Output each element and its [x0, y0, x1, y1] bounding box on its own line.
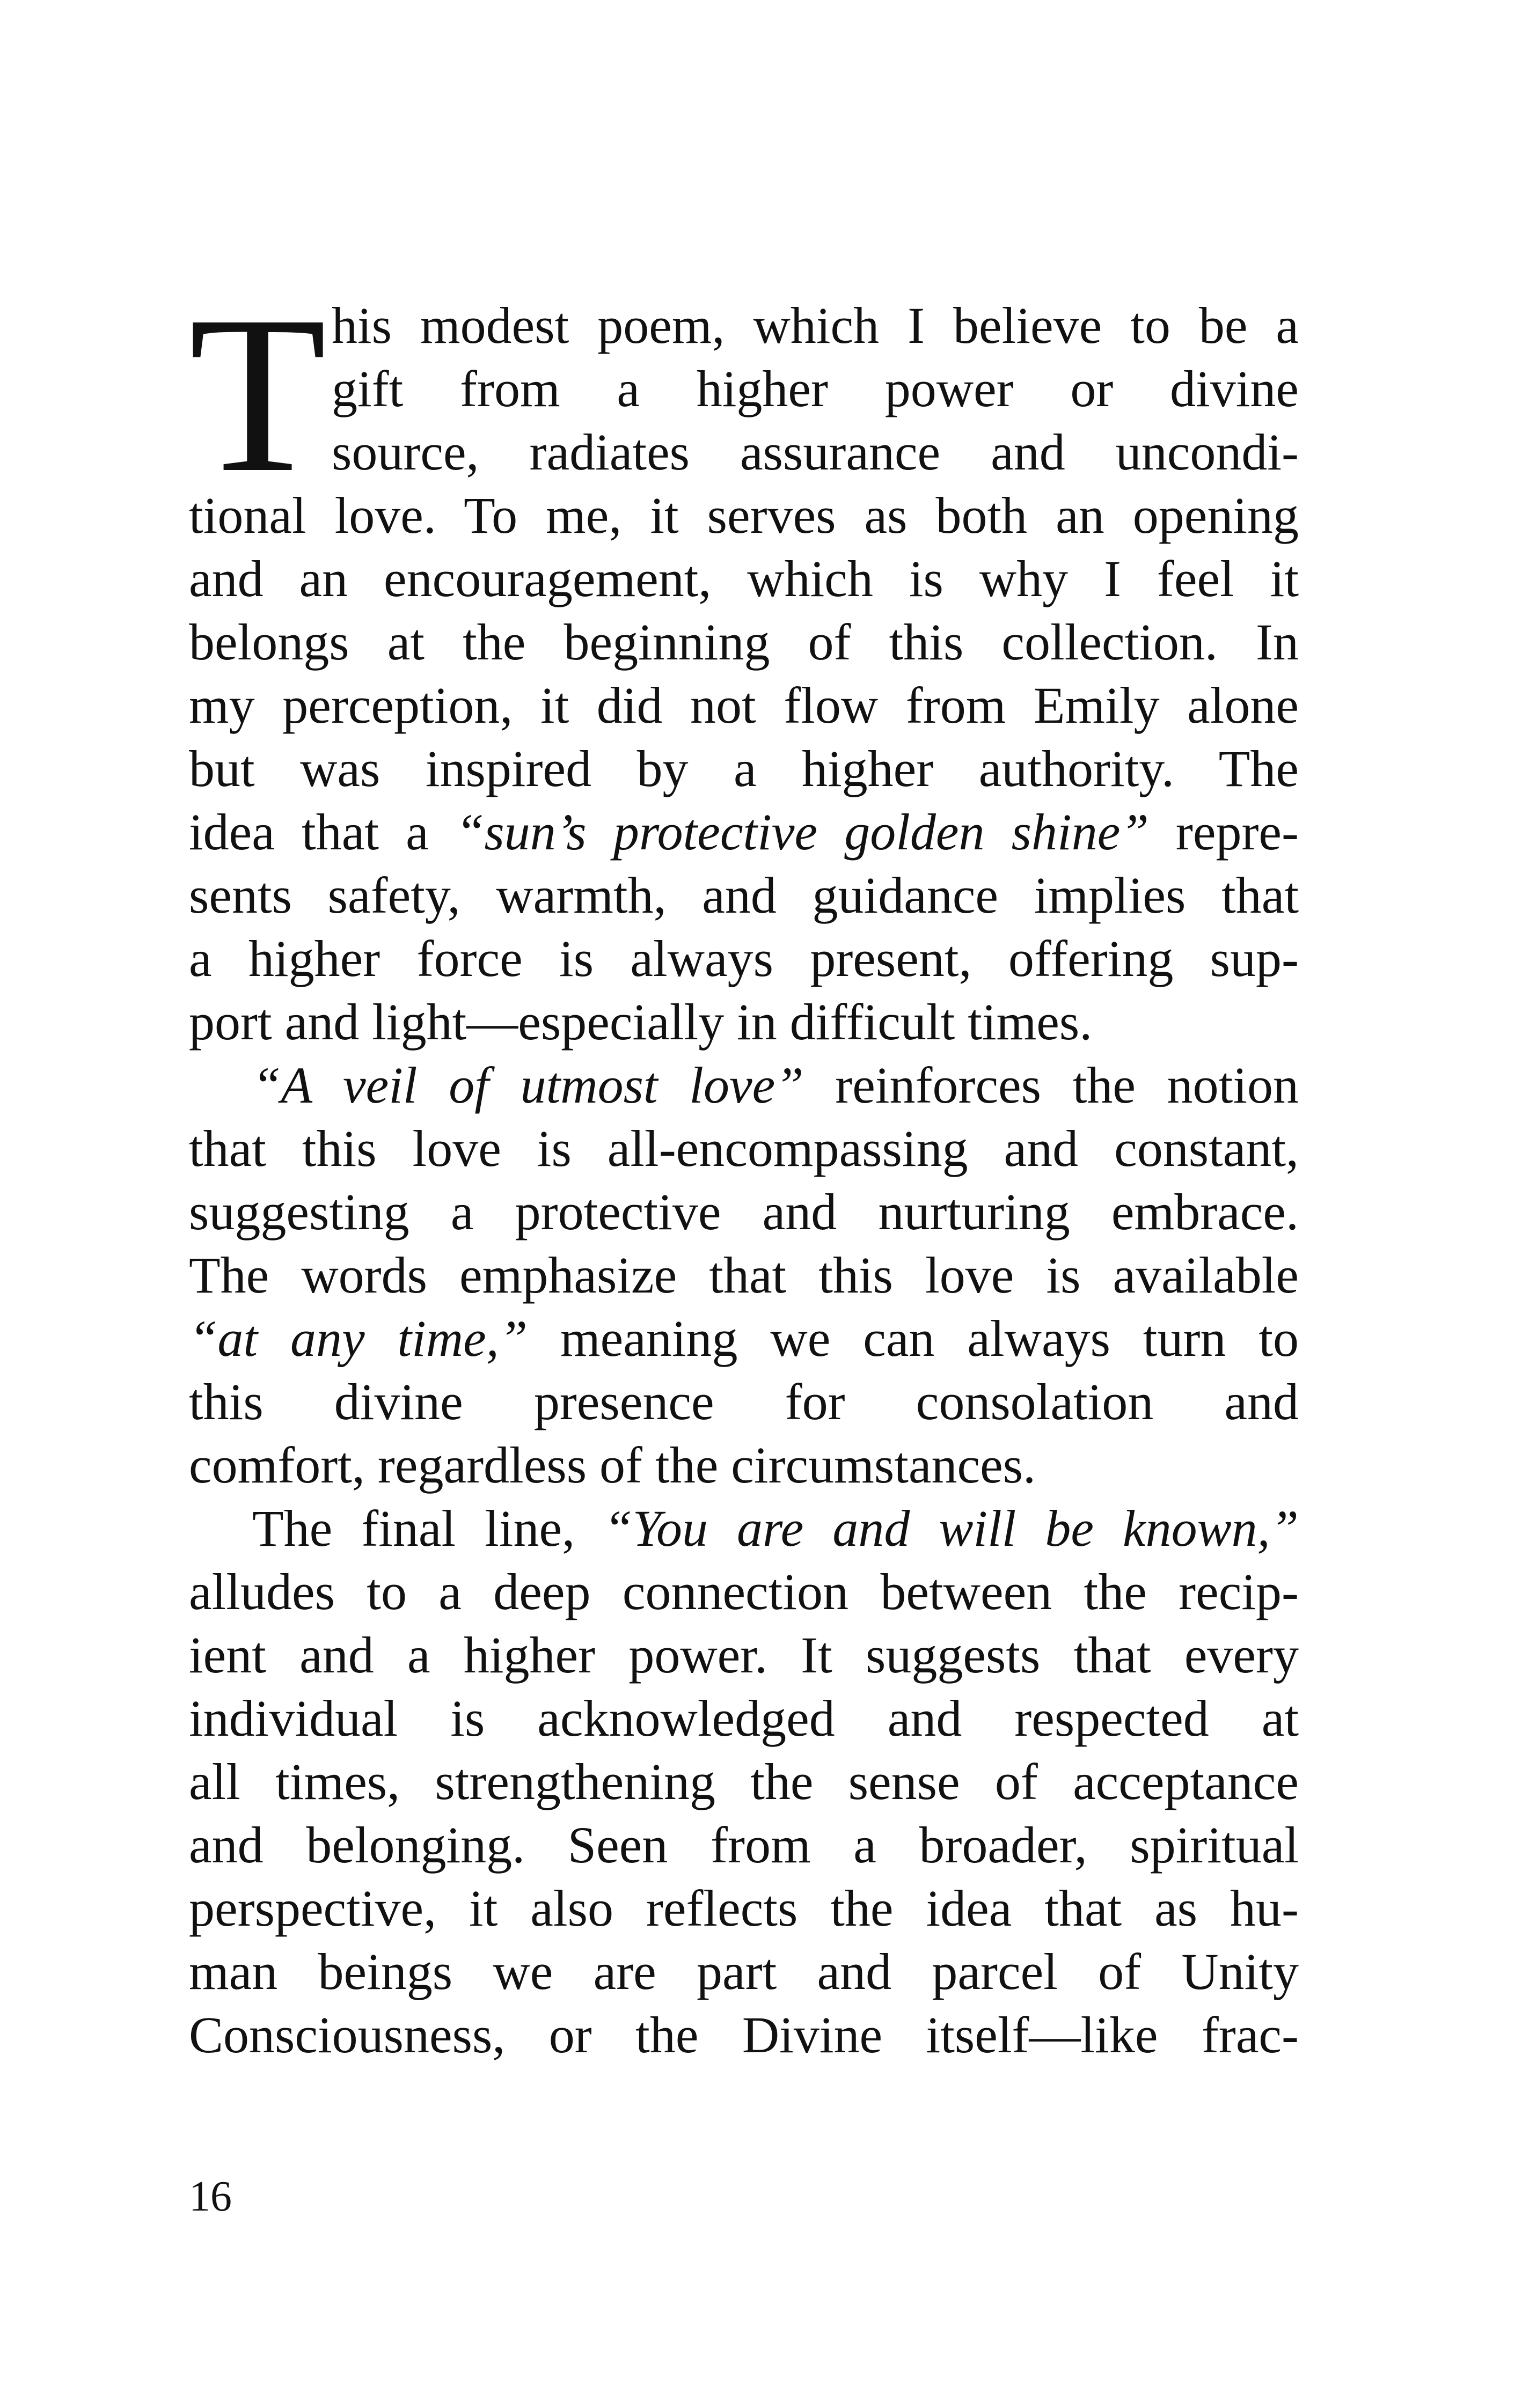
text-run: The words emphasize that this love is available — [189, 1246, 1299, 1304]
text-line — [189, 737, 1299, 801]
text-line — [189, 1877, 1299, 1940]
text-run: gift from a higher power or divine — [332, 360, 1299, 417]
text-run: and belonging. Seen from a broader, spiritual — [189, 1816, 1299, 1874]
text-line — [189, 990, 1299, 1054]
text-run: this divine presence for consolation and — [189, 1373, 1299, 1430]
text-run: belongs at the beginning of this collection. In — [189, 613, 1299, 671]
body-text — [189, 269, 1299, 2067]
text-run: perspective, it also reflects the idea that as hu- — [189, 1880, 1299, 1937]
text-line — [189, 864, 1299, 927]
text-line — [189, 1687, 1299, 1750]
text-line — [189, 1117, 1299, 1180]
text-line — [189, 484, 1299, 547]
text-line — [189, 1560, 1299, 1624]
text-line — [189, 1370, 1299, 1434]
text-run: tional love. To me, it serves as both an opening — [189, 487, 1299, 544]
text-run: alludes to a deep connection between the recip- — [189, 1563, 1299, 1620]
text-run: individual is acknowledged and respected at — [189, 1690, 1299, 1747]
quoted-phrase: “A veil of utmost love” — [252, 1056, 804, 1114]
text-run: The final line, — [252, 1500, 604, 1557]
quoted-phrase: “You are and will be known,” — [604, 1500, 1299, 1557]
text-run: idea that a — [189, 803, 456, 861]
text-run: sents safety, warmth, and guidance implies that — [189, 867, 1299, 924]
text-run: my perception, it did not flow from Emily alone — [189, 677, 1299, 734]
text-line — [189, 1180, 1299, 1244]
drop-cap: T — [189, 269, 327, 519]
text-run: ient and a higher power. It suggests that every — [189, 1626, 1299, 1684]
text-line — [189, 294, 1299, 357]
text-line — [189, 1054, 1299, 1117]
text-run: suggesting a protective and nurturing embrace. — [189, 1183, 1299, 1240]
quoted-phrase: “sun’s protective golden shine” — [455, 803, 1149, 861]
text-run: meaning we can always turn to — [528, 1310, 1299, 1367]
text-run: source, radiates assurance and uncondi- — [332, 423, 1299, 481]
text-line — [189, 1497, 1299, 1560]
text-line — [189, 611, 1299, 674]
text-run: Consciousness, or the Divine itself—like frac- — [189, 2006, 1299, 2064]
text-run: but was inspired by a higher authority. The — [189, 740, 1299, 797]
text-run: a higher force is always present, offering sup- — [189, 930, 1299, 987]
text-line — [189, 1940, 1299, 2003]
text-line — [189, 1750, 1299, 1814]
text-line — [189, 674, 1299, 737]
text-line — [189, 1624, 1299, 1687]
page-number: 16 — [189, 2173, 232, 2220]
text-line — [189, 927, 1299, 990]
text-run: all times, strengthening the sense of acceptance — [189, 1753, 1299, 1810]
text-line — [189, 1244, 1299, 1307]
text-run: repre- — [1148, 803, 1299, 861]
text-line — [189, 421, 1299, 484]
text-run: reinforces the notion — [803, 1056, 1299, 1114]
text-run: and an encouragement, which is why I feel it — [189, 550, 1299, 607]
text-line — [189, 1307, 1299, 1370]
text-run: comfort, regardless of the circumstances. — [189, 1436, 1036, 1494]
text-run: port and light—especially in difficult times. — [189, 993, 1093, 1051]
text-line — [189, 1434, 1299, 1497]
text-run: his modest poem, which I believe to be a — [332, 297, 1299, 354]
text-line — [189, 1814, 1299, 1877]
text-line — [189, 2003, 1299, 2067]
quoted-phrase: “at any time,” — [189, 1310, 528, 1367]
text-run: that this love is all-encompassing and constant, — [189, 1120, 1299, 1177]
text-line — [189, 801, 1299, 864]
text-run: man beings we are part and parcel of Unity — [189, 1943, 1299, 2000]
text-line — [189, 357, 1299, 421]
text-line — [189, 547, 1299, 611]
